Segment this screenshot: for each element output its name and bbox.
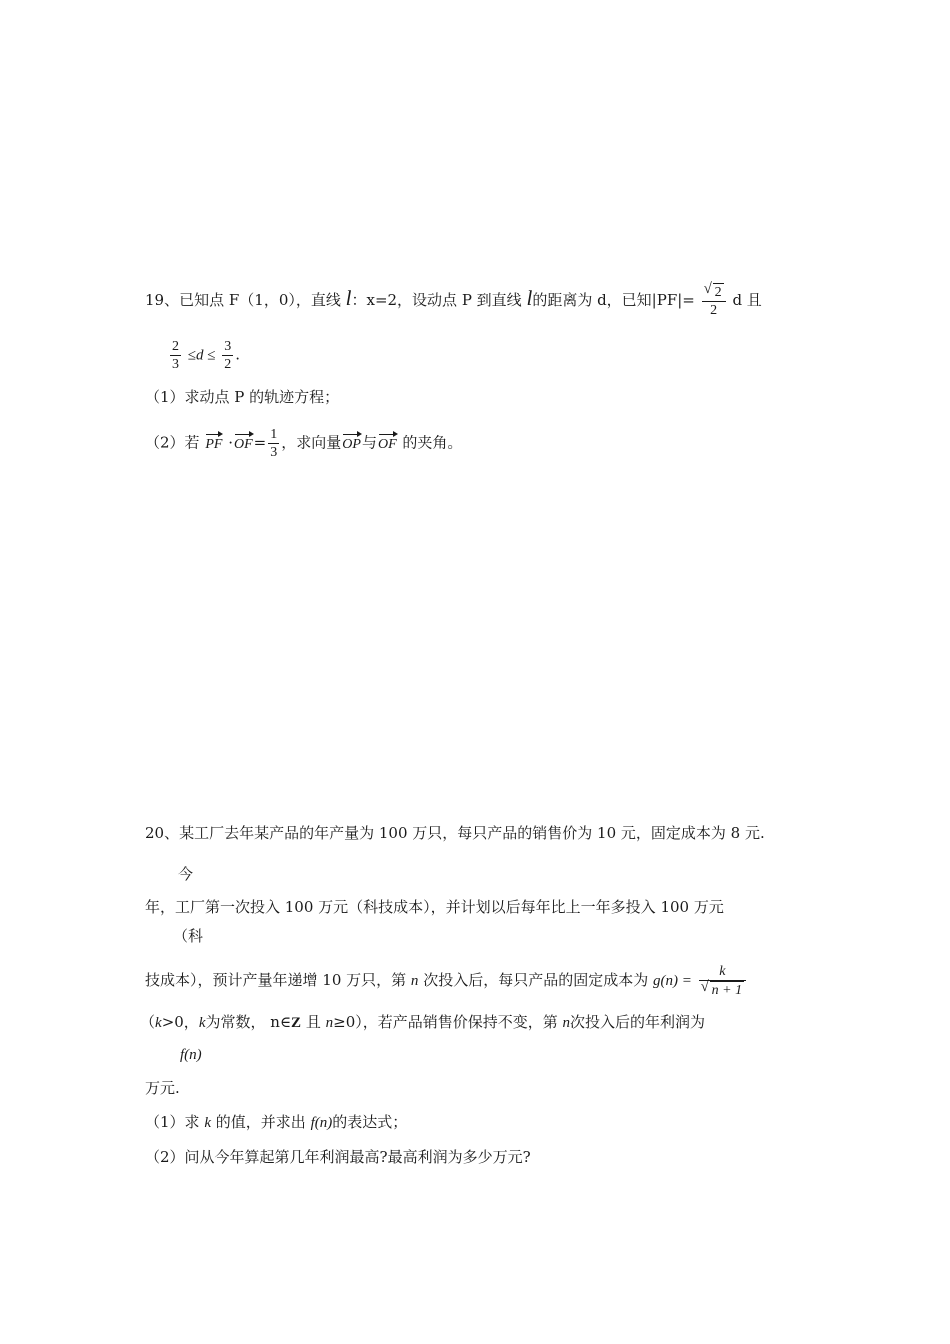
q19-text-a: 已知点 F（1，0），直线: [179, 291, 341, 309]
q20-line5-a: 技成本），预计产量年递增 10 万只，第: [145, 971, 407, 989]
q19-part2-d: 的夹角。: [402, 433, 463, 452]
fraction-numerator: k: [719, 964, 726, 979]
line-l-symbol: l: [345, 286, 352, 310]
q19-part2-b: ，求向量: [281, 433, 342, 452]
q19-text-d: d 且: [732, 291, 762, 309]
fraction-numerator: 2: [172, 339, 179, 354]
sqrt-radicand: n + 1: [711, 983, 743, 998]
variable-k: k: [204, 1115, 211, 1131]
q20-line6: [140, 1015, 705, 1031]
q19-text-c: 的距离为 d，已知|PF|=: [532, 291, 695, 309]
fraction-2-3: [170, 338, 181, 373]
integers-symbol: Z: [291, 1015, 302, 1031]
variable-k: k: [198, 1015, 206, 1031]
q20-line6-e: 且: [305, 1013, 321, 1031]
equals-sign: =: [253, 433, 267, 452]
q20-line6-g: 次投入后的年利润为: [570, 1013, 706, 1031]
sqrt2-over-2-fraction: √ 2 2: [702, 283, 726, 319]
q20-line3: 年，工厂第一次投入 100 万元（科技成本），并计划以后每年比上一年多投入 100 万元: [145, 898, 724, 916]
q19-line1: [145, 283, 762, 319]
q20-part1-b: 的值，并求出: [215, 1113, 306, 1131]
g-of-n: g(n) =: [652, 973, 692, 989]
q20-fn: f(n): [180, 1047, 202, 1063]
q20-line6-f: ≥0），若产品销售价保持不变，第: [333, 1013, 558, 1031]
q19-text-b: ：x=2，设动点 P 到直线: [351, 291, 522, 309]
q20-part1-c: 的表达式；: [332, 1113, 408, 1131]
q20-part2: （2）问从今年算起第几年利润最高?最高利润为多少万元?: [145, 1148, 531, 1166]
inequality-end: .: [235, 345, 241, 364]
inequality-middle: ≤d ≤: [187, 347, 216, 364]
q20-line6-c: 为常数，: [205, 1013, 266, 1031]
vector-op: OP: [342, 434, 361, 452]
q20-part1-a: （1）求: [145, 1113, 200, 1131]
fraction-numerator: 1: [270, 427, 278, 442]
q20-line4: （科: [173, 927, 204, 945]
fraction-denominator: √ n + 1: [699, 980, 746, 999]
f-of-n: f(n): [310, 1115, 333, 1131]
q19-part1: （1）求动点 P 的轨迹方程；: [145, 388, 340, 406]
q20-line5: [145, 963, 748, 999]
q19-part2-a: （2）若: [145, 433, 200, 452]
fraction-numerator: 3: [224, 339, 232, 354]
q20-line8: 万元.: [145, 1079, 180, 1097]
q20-line1: 20、某工厂去年某产品的年产量为 100 万只，每只产品的销售价为 10 元，固定成本为 8 元.: [145, 824, 765, 842]
fraction-denominator: 2: [702, 301, 726, 319]
fraction-denominator: 3: [270, 445, 278, 460]
variable-k: k: [155, 1015, 162, 1031]
q20-part1: [145, 1115, 407, 1131]
fraction-numerator: 2: [714, 285, 722, 300]
fraction-1-3: [268, 426, 279, 461]
fraction-3-2: [222, 338, 233, 373]
q20-line6-b: >0，: [161, 1013, 199, 1031]
q20-line5-b: 次投入后，每只产品的固定成本为: [423, 971, 649, 989]
q19-part2-c: 与: [361, 433, 377, 452]
q20-line2: 今: [178, 865, 194, 883]
fraction-denominator: 3: [172, 357, 179, 372]
variable-n: n: [562, 1015, 571, 1031]
q19-number: 19、: [145, 291, 180, 309]
q19-part2: [145, 426, 462, 461]
q19-inequality: [168, 338, 240, 373]
k-over-sqrt-fraction: [699, 963, 746, 999]
fraction-denominator: 2: [224, 357, 232, 372]
variable-n: n: [325, 1015, 334, 1031]
dot-operator: ·: [228, 433, 233, 452]
variable-n: n: [410, 973, 419, 989]
vector-of: OF: [234, 434, 253, 452]
vector-of: OF: [378, 434, 397, 452]
q20-line6-d: n∈: [270, 1013, 292, 1031]
q20-line6-a: （: [140, 1013, 156, 1031]
line-l-symbol: l: [526, 286, 533, 310]
vector-pf: PF: [205, 434, 222, 452]
